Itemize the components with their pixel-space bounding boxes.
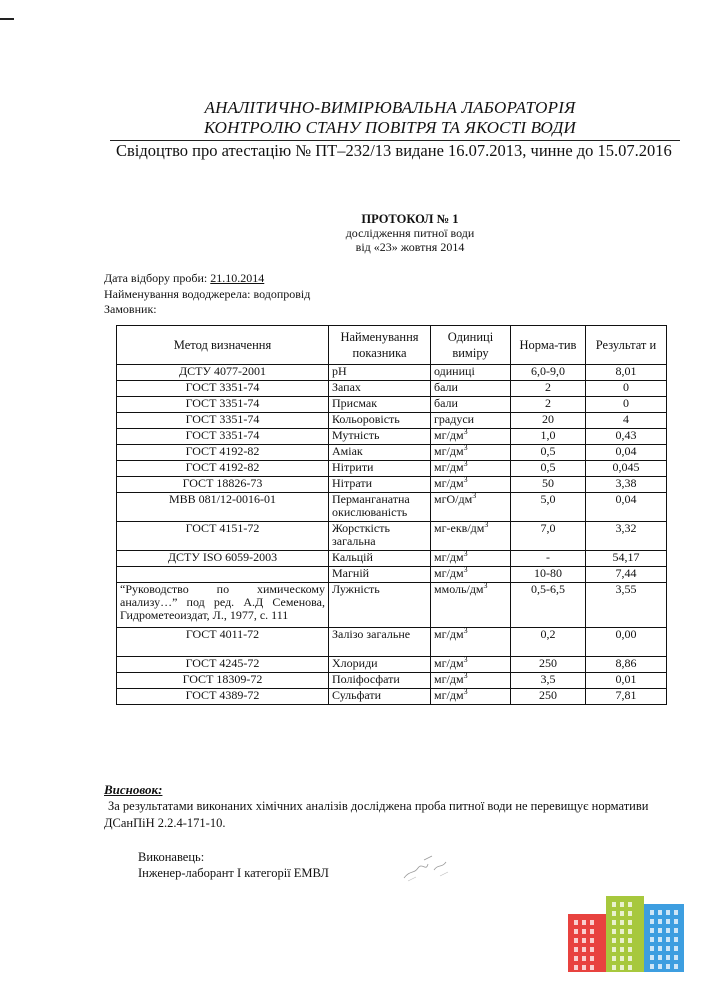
sampling-date-value: 21.10.2014: [210, 271, 265, 285]
logo-window: [590, 956, 594, 961]
logo-window: [582, 947, 586, 952]
method-cell: ГОСТ 3351-74: [117, 429, 329, 445]
method-cell: [117, 567, 329, 583]
unit-cell: [431, 673, 511, 689]
logo-window: [582, 965, 586, 970]
logo-window: [666, 937, 670, 942]
method-cell: ДСТУ ISO 6059-2003: [117, 551, 329, 567]
logo-window: [650, 928, 654, 933]
table-row: [117, 429, 667, 445]
table-row: [117, 365, 667, 381]
lab-title-line-1: АНАЛІТИЧНО-ВИМІРЮВАЛЬНА ЛАБОРАТОРІЯ: [204, 98, 576, 117]
unit-superscript: 3: [463, 459, 468, 468]
indicator-cell: Нітрати: [329, 477, 431, 493]
method-cell: ГОСТ 4245-72: [117, 657, 329, 673]
method-cell: ГОСТ 4192-82: [117, 445, 329, 461]
unit-cell: [431, 477, 511, 493]
norm-cell: 2: [511, 381, 586, 397]
executor-label: Виконавець:: [138, 850, 205, 864]
logo-window: [628, 956, 632, 961]
unit-text: мг/дм: [434, 688, 464, 702]
unit-cell: [431, 657, 511, 673]
protocol-date: від «23» жовтня 2014: [355, 240, 465, 254]
indicator-cell: Мутність: [329, 429, 431, 445]
logo-window: [612, 902, 616, 907]
logo-window: [666, 928, 670, 933]
site-logo: [568, 892, 684, 972]
table-row: [117, 551, 667, 567]
logo-window: [666, 919, 670, 924]
logo-green-block: [606, 896, 644, 972]
method-cell: ГОСТ 4011-72: [117, 628, 329, 657]
water-source-label: Найменування вододжерела:: [104, 287, 254, 301]
sampling-date-label: Дата відбору проби:: [104, 271, 211, 285]
table-row: [117, 689, 667, 705]
result-cell: 7,44: [586, 567, 667, 583]
table-row: [117, 397, 667, 413]
logo-window: [620, 902, 624, 907]
indicator-cell: pH: [329, 365, 431, 381]
logo-window: [620, 956, 624, 961]
conclusion-text: За результатами виконаних хімічних аналізів досліджена проба питної води не перевищує нормативи ДСанПіН 2.2.4-171-10.: [104, 799, 649, 830]
unit-cell: [431, 365, 511, 381]
table-row: [117, 522, 667, 551]
unit-cell: [431, 493, 511, 522]
norm-cell: 0,5: [511, 461, 586, 477]
unit-text: градуси: [434, 412, 475, 426]
unit-text: мг/дм: [434, 566, 464, 580]
logo-window: [582, 956, 586, 961]
unit-cell: [431, 583, 511, 628]
logo-window: [658, 928, 662, 933]
result-cell: 7,81: [586, 689, 667, 705]
sampling-date-line: [104, 271, 264, 285]
logo-window: [574, 965, 578, 970]
result-cell: 8,01: [586, 365, 667, 381]
norm-cell: 0,5: [511, 445, 586, 461]
unit-text: мг/дм: [434, 476, 464, 490]
executor-role: Інженер-лаборант І категорії ЕМВЛ: [138, 866, 329, 880]
unit-cell: [431, 551, 511, 567]
logo-window: [628, 938, 632, 943]
logo-window: [666, 964, 670, 969]
table-row: [117, 381, 667, 397]
unit-text: мг/дм: [434, 627, 464, 641]
method-cell: “Руководство по химическому анализу…” под ред. А.Д Семенова, Гидрометеоиздат, Л., 1977, с. 111: [117, 583, 329, 628]
logo-red-block: [568, 914, 606, 972]
unit-text: мг/дм: [434, 672, 464, 686]
indicator-cell: Присмак: [329, 397, 431, 413]
unit-text: мг/дм: [434, 428, 464, 442]
norm-cell: -: [511, 551, 586, 567]
method-cell: ГОСТ 3351-74: [117, 413, 329, 429]
unit-superscript: 3: [463, 671, 468, 680]
logo-window: [674, 910, 678, 915]
logo-window: [650, 955, 654, 960]
logo-window: [590, 965, 594, 970]
table-row: [117, 657, 667, 673]
unit-superscript: 3: [483, 581, 488, 590]
result-cell: 0,04: [586, 445, 667, 461]
unit-text: бали: [434, 380, 458, 394]
unit-text: мг/дм: [434, 460, 464, 474]
logo-window: [666, 946, 670, 951]
method-cell: ДСТУ 4077-2001: [117, 365, 329, 381]
indicator-cell: Перманганатна окислюваність: [329, 493, 431, 522]
unit-cell: [431, 413, 511, 429]
header-method: Метод визначення: [117, 326, 329, 365]
indicator-cell: Лужність: [329, 583, 431, 628]
logo-window: [650, 910, 654, 915]
logo-window: [658, 910, 662, 915]
norm-cell: 10-80: [511, 567, 586, 583]
result-cell: 0,00: [586, 628, 667, 657]
unit-superscript: 3: [463, 427, 468, 436]
logo-window: [628, 929, 632, 934]
logo-window: [674, 928, 678, 933]
unit-cell: [431, 689, 511, 705]
unit-text: мгО/дм: [434, 492, 473, 506]
logo-window: [612, 929, 616, 934]
logo-window: [658, 946, 662, 951]
logo-window: [612, 947, 616, 952]
header-indicator: Найменування показника: [329, 326, 431, 365]
norm-cell: 20: [511, 413, 586, 429]
unit-text: мг-екв/дм: [434, 521, 485, 535]
indicator-cell: Кольоровість: [329, 413, 431, 429]
logo-window: [620, 947, 624, 952]
norm-cell: 1,0: [511, 429, 586, 445]
lab-title-line-2: КОНТРОЛЮ СТАНУ ПОВІТРЯ ТА ЯКОСТІ ВОДИ: [203, 118, 577, 137]
logo-window: [620, 938, 624, 943]
method-cell: МВВ 081/12-0016-01: [117, 493, 329, 522]
unit-superscript: 3: [463, 475, 468, 484]
unit-text: одиниці: [434, 364, 475, 378]
result-cell: 3,32: [586, 522, 667, 551]
logo-window: [650, 919, 654, 924]
logo-window: [612, 956, 616, 961]
norm-cell: 2: [511, 397, 586, 413]
unit-cell: [431, 628, 511, 657]
norm-cell: 5,0: [511, 493, 586, 522]
table-row: [117, 413, 667, 429]
logo-window: [628, 902, 632, 907]
norm-cell: 6,0-9,0: [511, 365, 586, 381]
logo-window: [612, 920, 616, 925]
unit-cell: [431, 397, 511, 413]
logo-window: [620, 965, 624, 970]
logo-window: [658, 937, 662, 942]
unit-cell: [431, 381, 511, 397]
results-table: [116, 325, 667, 705]
table-row: [117, 567, 667, 583]
indicator-cell: Нітрити: [329, 461, 431, 477]
indicator-cell: Кальцій: [329, 551, 431, 567]
logo-window: [590, 947, 594, 952]
logo-window: [674, 919, 678, 924]
norm-cell: 250: [511, 689, 586, 705]
logo-window: [674, 964, 678, 969]
protocol-subtitle: дослідження питної води: [345, 226, 475, 240]
logo-window: [658, 919, 662, 924]
logo-window: [620, 929, 624, 934]
logo-window: [674, 946, 678, 951]
header-result: Результат и: [586, 326, 667, 365]
logo-window: [650, 937, 654, 942]
method-cell: ГОСТ 4151-72: [117, 522, 329, 551]
header-units: Одиниці виміру: [431, 326, 511, 365]
result-cell: 0,43: [586, 429, 667, 445]
logo-window: [612, 938, 616, 943]
unit-cell: [431, 522, 511, 551]
unit-cell: [431, 567, 511, 583]
indicator-cell: Аміак: [329, 445, 431, 461]
logo-window: [620, 911, 624, 916]
result-cell: 0,04: [586, 493, 667, 522]
edge-mark: [0, 18, 14, 20]
result-cell: 0,01: [586, 673, 667, 689]
indicator-cell: Жорсткість загальна: [329, 522, 431, 551]
logo-window: [612, 965, 616, 970]
norm-cell: 3,5: [511, 673, 586, 689]
conclusion-heading: Висновок:: [104, 782, 163, 797]
logo-window: [674, 937, 678, 942]
table-row: [117, 493, 667, 522]
indicator-cell: Хлориди: [329, 657, 431, 673]
logo-window: [574, 929, 578, 934]
unit-text: мг/дм: [434, 550, 464, 564]
logo-window: [582, 920, 586, 925]
unit-superscript: 3: [463, 565, 468, 574]
logo-window: [658, 955, 662, 960]
indicator-cell: Магній: [329, 567, 431, 583]
indicator-cell: Поліфосфати: [329, 673, 431, 689]
logo-window: [658, 964, 662, 969]
unit-superscript: 3: [463, 626, 468, 635]
result-cell: 8,86: [586, 657, 667, 673]
logo-window: [590, 929, 594, 934]
logo-window: [650, 964, 654, 969]
unit-superscript: 3: [484, 520, 489, 529]
result-cell: 3,38: [586, 477, 667, 493]
method-cell: ГОСТ 18309-72: [117, 673, 329, 689]
method-cell: ГОСТ 18826-73: [117, 477, 329, 493]
logo-window: [590, 938, 594, 943]
water-source-value: водопровід: [253, 287, 311, 301]
result-cell: 54,17: [586, 551, 667, 567]
logo-window: [574, 938, 578, 943]
logo-window: [574, 956, 578, 961]
unit-superscript: 3: [472, 491, 477, 500]
unit-text: бали: [434, 396, 458, 410]
logo-window: [628, 965, 632, 970]
water-source-line: [104, 287, 310, 301]
signature-scribble: [398, 850, 458, 884]
table-header-row: [117, 326, 667, 365]
unit-cell: [431, 445, 511, 461]
method-cell: ГОСТ 3351-74: [117, 381, 329, 397]
indicator-cell: Залізо загальне: [329, 628, 431, 657]
unit-cell: [431, 429, 511, 445]
result-cell: 0: [586, 381, 667, 397]
norm-cell: 0,5-6,5: [511, 583, 586, 628]
method-cell: ГОСТ 4192-82: [117, 461, 329, 477]
logo-window: [666, 955, 670, 960]
protocol-title: ПРОТОКОЛ № 1: [361, 212, 459, 226]
result-cell: 3,55: [586, 583, 667, 628]
indicator-cell: Сульфати: [329, 689, 431, 705]
logo-window: [674, 955, 678, 960]
certificate-line: Свідоцтво про атестацію № ПТ–232/13 видане 16.07.2013, чинне до 15.07.2016: [116, 141, 672, 160]
table-row: [117, 477, 667, 493]
logo-window: [628, 920, 632, 925]
table-row: [117, 628, 667, 657]
logo-window: [590, 920, 594, 925]
norm-cell: 0,2: [511, 628, 586, 657]
result-cell: 4: [586, 413, 667, 429]
indicator-cell: Запах: [329, 381, 431, 397]
unit-cell: [431, 461, 511, 477]
result-cell: 0: [586, 397, 667, 413]
table-row: [117, 583, 667, 628]
unit-text: мг/дм: [434, 656, 464, 670]
unit-superscript: 3: [463, 655, 468, 664]
logo-window: [612, 911, 616, 916]
logo-window: [650, 946, 654, 951]
table-row: [117, 673, 667, 689]
method-cell: ГОСТ 4389-72: [117, 689, 329, 705]
header-norm: Норма-тив: [511, 326, 586, 365]
norm-cell: 250: [511, 657, 586, 673]
unit-text: мг/дм: [434, 444, 464, 458]
table-row: [117, 461, 667, 477]
result-cell: 0,045: [586, 461, 667, 477]
unit-text: ммоль/дм: [434, 582, 484, 596]
table-row: [117, 445, 667, 461]
norm-cell: 50: [511, 477, 586, 493]
logo-window: [628, 947, 632, 952]
customer-label: Замовник:: [104, 302, 157, 316]
unit-superscript: 3: [463, 687, 468, 696]
method-cell: ГОСТ 3351-74: [117, 397, 329, 413]
logo-window: [582, 938, 586, 943]
logo-window: [628, 911, 632, 916]
logo-window: [666, 910, 670, 915]
norm-cell: 7,0: [511, 522, 586, 551]
logo-window: [582, 929, 586, 934]
unit-superscript: 3: [463, 443, 468, 452]
logo-window: [574, 920, 578, 925]
logo-window: [574, 947, 578, 952]
logo-window: [620, 920, 624, 925]
unit-superscript: 3: [463, 549, 468, 558]
